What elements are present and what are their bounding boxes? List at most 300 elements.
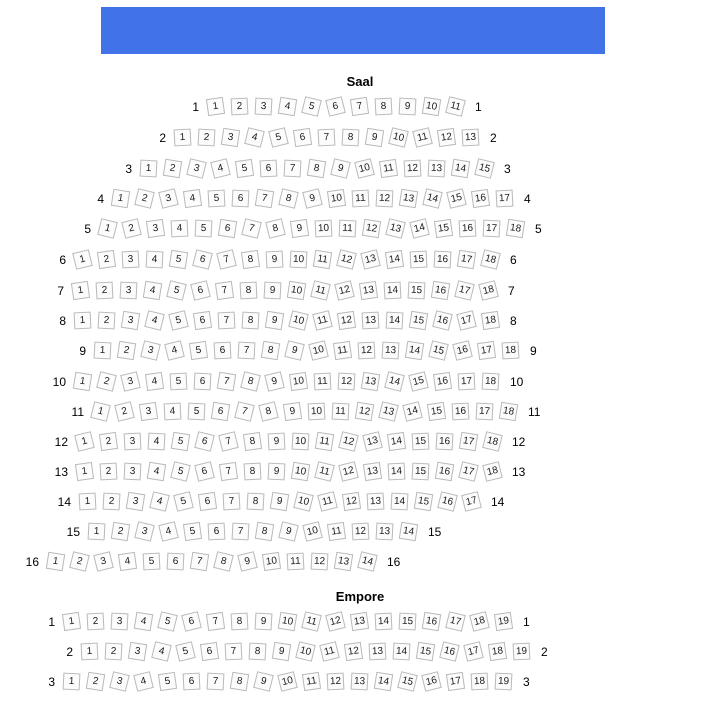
seat[interactable]: [408, 310, 430, 332]
seat[interactable]: [168, 371, 190, 393]
seat[interactable]: [398, 521, 420, 543]
seat[interactable]: [295, 641, 317, 663]
seat[interactable]: [217, 218, 239, 240]
seat[interactable]: [474, 401, 496, 423]
seat[interactable]: [494, 188, 516, 210]
seat[interactable]: [162, 401, 184, 423]
seat[interactable]: [86, 521, 108, 543]
seat[interactable]: [422, 188, 444, 210]
seat[interactable]: [421, 671, 443, 693]
seat[interactable]: [397, 611, 419, 633]
seat[interactable]: [456, 249, 478, 271]
seat[interactable]: [408, 249, 430, 271]
seat[interactable]: [170, 461, 192, 483]
seat[interactable]: [96, 310, 118, 332]
seat[interactable]: [476, 340, 498, 362]
seat[interactable]: [284, 340, 306, 362]
seat[interactable]: [230, 188, 252, 210]
seat[interactable]: [433, 218, 455, 240]
seat[interactable]: [500, 340, 522, 362]
seat[interactable]: [456, 310, 478, 332]
seat[interactable]: [221, 491, 243, 513]
seat[interactable]: [109, 671, 131, 693]
seat[interactable]: [474, 158, 496, 180]
seat[interactable]: [264, 371, 286, 393]
seat[interactable]: [436, 127, 458, 149]
seat[interactable]: [216, 310, 238, 332]
seat[interactable]: [242, 461, 264, 483]
seat[interactable]: [430, 280, 452, 302]
seat[interactable]: [72, 371, 94, 393]
seat[interactable]: [382, 280, 404, 302]
seat[interactable]: [469, 671, 491, 693]
seat[interactable]: [194, 431, 216, 453]
seat[interactable]: [288, 371, 310, 393]
seat[interactable]: [308, 340, 330, 362]
seat[interactable]: [90, 401, 112, 423]
seat[interactable]: [482, 461, 504, 483]
seat[interactable]: [277, 611, 299, 633]
seat[interactable]: [316, 127, 338, 149]
seat[interactable]: [301, 96, 323, 118]
seat[interactable]: [402, 401, 424, 423]
seat[interactable]: [98, 461, 120, 483]
seat[interactable]: [332, 340, 354, 362]
seat[interactable]: [478, 280, 500, 302]
seat[interactable]: [493, 671, 515, 693]
seat[interactable]: [413, 491, 435, 513]
seat[interactable]: [364, 127, 386, 149]
seat[interactable]: [330, 401, 352, 423]
seat[interactable]: [319, 641, 341, 663]
seat[interactable]: [134, 521, 156, 543]
seat[interactable]: [210, 401, 232, 423]
seat[interactable]: [149, 491, 171, 513]
seat[interactable]: [454, 280, 476, 302]
seat[interactable]: [206, 521, 228, 543]
seat[interactable]: [373, 671, 395, 693]
seat[interactable]: [301, 611, 323, 633]
seat[interactable]: [96, 371, 118, 393]
seat[interactable]: [114, 401, 136, 423]
seat[interactable]: [421, 96, 443, 118]
seat[interactable]: [378, 158, 400, 180]
seat[interactable]: [312, 249, 334, 271]
seat[interactable]: [384, 310, 406, 332]
seat[interactable]: [278, 188, 300, 210]
seat[interactable]: [116, 340, 138, 362]
seat[interactable]: [168, 249, 190, 271]
seat[interactable]: [170, 431, 192, 453]
seat[interactable]: [254, 521, 276, 543]
seat[interactable]: [313, 218, 335, 240]
seat[interactable]: [511, 641, 533, 663]
seat[interactable]: [338, 431, 360, 453]
seat[interactable]: [450, 158, 472, 180]
seat[interactable]: [457, 218, 479, 240]
seat[interactable]: [410, 461, 432, 483]
seat[interactable]: [186, 401, 208, 423]
seat[interactable]: [74, 431, 96, 453]
seat[interactable]: [326, 521, 348, 543]
seat[interactable]: [373, 611, 395, 633]
seat[interactable]: [110, 188, 132, 210]
seat[interactable]: [118, 280, 140, 302]
seat[interactable]: [229, 96, 251, 118]
seat[interactable]: [282, 158, 304, 180]
seat[interactable]: [192, 310, 214, 332]
seat[interactable]: [434, 431, 456, 453]
seat[interactable]: [340, 127, 362, 149]
seat[interactable]: [362, 461, 384, 483]
seat[interactable]: [380, 340, 402, 362]
seat[interactable]: [101, 491, 123, 513]
seat[interactable]: [265, 218, 287, 240]
seat[interactable]: [421, 611, 443, 633]
seat[interactable]: [428, 340, 450, 362]
seat[interactable]: [142, 280, 164, 302]
seat[interactable]: [205, 671, 227, 693]
seat[interactable]: [93, 551, 115, 573]
seat[interactable]: [385, 218, 407, 240]
seat[interactable]: [168, 310, 190, 332]
seat[interactable]: [238, 280, 260, 302]
seat[interactable]: [310, 280, 332, 302]
seat[interactable]: [456, 371, 478, 393]
seat[interactable]: [505, 218, 527, 240]
seat[interactable]: [92, 340, 114, 362]
seat[interactable]: [45, 551, 67, 573]
seat[interactable]: [162, 158, 184, 180]
seat[interactable]: [404, 340, 426, 362]
seat[interactable]: [384, 249, 406, 271]
seat[interactable]: [410, 431, 432, 453]
seat[interactable]: [134, 188, 156, 210]
seat[interactable]: [461, 491, 483, 513]
seat[interactable]: [218, 461, 240, 483]
seat[interactable]: [230, 521, 252, 543]
seat[interactable]: [367, 641, 389, 663]
seat[interactable]: [480, 249, 502, 271]
seat[interactable]: [277, 671, 299, 693]
seat[interactable]: [290, 431, 312, 453]
seat[interactable]: [397, 96, 419, 118]
seat[interactable]: [72, 310, 94, 332]
seat[interactable]: [356, 340, 378, 362]
seat[interactable]: [330, 158, 352, 180]
seat[interactable]: [333, 551, 355, 573]
seat[interactable]: [144, 371, 166, 393]
seat[interactable]: [212, 340, 234, 362]
seat[interactable]: [389, 491, 411, 513]
seat[interactable]: [194, 461, 216, 483]
seat[interactable]: [480, 310, 502, 332]
seat[interactable]: [262, 280, 284, 302]
seat[interactable]: [336, 249, 358, 271]
seat[interactable]: [120, 371, 142, 393]
seat[interactable]: [138, 158, 160, 180]
seat[interactable]: [165, 551, 187, 573]
seat[interactable]: [286, 280, 308, 302]
seat[interactable]: [357, 551, 379, 573]
seat[interactable]: [237, 551, 259, 573]
seat[interactable]: [349, 671, 371, 693]
seat[interactable]: [338, 461, 360, 483]
seat[interactable]: [158, 188, 180, 210]
seat[interactable]: [480, 371, 502, 393]
seat[interactable]: [158, 521, 180, 543]
seat[interactable]: [306, 401, 328, 423]
seat[interactable]: [412, 127, 434, 149]
seat[interactable]: [258, 158, 280, 180]
seat[interactable]: [120, 249, 142, 271]
seat[interactable]: [341, 491, 363, 513]
seat[interactable]: [254, 188, 276, 210]
seat[interactable]: [213, 551, 235, 573]
seat[interactable]: [292, 127, 314, 149]
seat[interactable]: [397, 671, 419, 693]
seat[interactable]: [197, 491, 219, 513]
seat[interactable]: [336, 310, 358, 332]
seat[interactable]: [350, 521, 372, 543]
seat[interactable]: [133, 611, 155, 633]
seat[interactable]: [301, 671, 323, 693]
seat[interactable]: [103, 641, 125, 663]
seat[interactable]: [85, 671, 107, 693]
seat[interactable]: [138, 401, 160, 423]
seat[interactable]: [325, 611, 347, 633]
seat[interactable]: [386, 461, 408, 483]
seat[interactable]: [302, 521, 324, 543]
seat[interactable]: [229, 611, 251, 633]
seat[interactable]: [408, 371, 430, 393]
seat[interactable]: [199, 641, 221, 663]
seat[interactable]: [336, 371, 358, 393]
seat[interactable]: [460, 127, 482, 149]
seat[interactable]: [314, 461, 336, 483]
seat[interactable]: [326, 188, 348, 210]
seat[interactable]: [85, 611, 107, 633]
seat[interactable]: [362, 431, 384, 453]
seat[interactable]: [358, 280, 380, 302]
seat[interactable]: [426, 401, 448, 423]
seat[interactable]: [445, 611, 467, 633]
seat[interactable]: [264, 249, 286, 271]
seat[interactable]: [306, 158, 328, 180]
seat[interactable]: [157, 671, 179, 693]
seat[interactable]: [415, 641, 437, 663]
seat[interactable]: [325, 96, 347, 118]
seat[interactable]: [446, 188, 468, 210]
seat[interactable]: [349, 96, 371, 118]
seat[interactable]: [144, 310, 166, 332]
seat[interactable]: [109, 611, 131, 633]
seat[interactable]: [482, 431, 504, 453]
seat[interactable]: [157, 611, 179, 633]
seat[interactable]: [450, 401, 472, 423]
seat[interactable]: [312, 310, 334, 332]
seat[interactable]: [223, 641, 245, 663]
seat[interactable]: [247, 641, 269, 663]
seat[interactable]: [166, 280, 188, 302]
seat[interactable]: [121, 218, 143, 240]
seat[interactable]: [432, 371, 454, 393]
seat[interactable]: [264, 310, 286, 332]
seat[interactable]: [317, 491, 339, 513]
seat[interactable]: [144, 249, 166, 271]
seat[interactable]: [432, 310, 454, 332]
seat[interactable]: [445, 671, 467, 693]
seat[interactable]: [117, 551, 139, 573]
seat[interactable]: [70, 280, 92, 302]
seat[interactable]: [110, 521, 132, 543]
seat[interactable]: [234, 158, 256, 180]
seat[interactable]: [278, 521, 300, 543]
seat[interactable]: [206, 188, 228, 210]
seat[interactable]: [302, 188, 324, 210]
seat[interactable]: [69, 551, 91, 573]
seat[interactable]: [398, 188, 420, 210]
seat[interactable]: [282, 401, 304, 423]
seat[interactable]: [258, 401, 280, 423]
seat[interactable]: [289, 218, 311, 240]
seat[interactable]: [190, 280, 212, 302]
seat[interactable]: [186, 158, 208, 180]
seat[interactable]: [240, 310, 262, 332]
seat[interactable]: [169, 218, 191, 240]
seat[interactable]: [386, 431, 408, 453]
seat[interactable]: [151, 641, 173, 663]
seat[interactable]: [182, 188, 204, 210]
seat[interactable]: [314, 431, 336, 453]
seat[interactable]: [354, 401, 376, 423]
seat[interactable]: [266, 461, 288, 483]
seat[interactable]: [181, 671, 203, 693]
seat[interactable]: [196, 127, 218, 149]
seat[interactable]: [122, 431, 144, 453]
seat[interactable]: [164, 340, 186, 362]
seat[interactable]: [133, 671, 155, 693]
seat[interactable]: [253, 611, 275, 633]
seat[interactable]: [271, 641, 293, 663]
seat[interactable]: [173, 491, 195, 513]
seat[interactable]: [96, 249, 118, 271]
seat[interactable]: [409, 218, 431, 240]
seat[interactable]: [253, 671, 275, 693]
seat[interactable]: [437, 491, 459, 513]
seat[interactable]: [242, 431, 264, 453]
seat[interactable]: [391, 641, 413, 663]
seat[interactable]: [469, 611, 491, 633]
seat[interactable]: [61, 611, 83, 633]
seat[interactable]: [288, 249, 310, 271]
seat[interactable]: [350, 188, 372, 210]
seat[interactable]: [288, 310, 310, 332]
seat[interactable]: [244, 127, 266, 149]
seat[interactable]: [388, 127, 410, 149]
seat[interactable]: [94, 280, 116, 302]
seat[interactable]: [125, 491, 147, 513]
seat[interactable]: [141, 551, 163, 573]
seat[interactable]: [360, 249, 382, 271]
seat[interactable]: [445, 96, 467, 118]
seat[interactable]: [312, 371, 334, 393]
seat[interactable]: [216, 371, 238, 393]
seat[interactable]: [214, 280, 236, 302]
seat[interactable]: [349, 611, 371, 633]
seat[interactable]: [458, 431, 480, 453]
seat[interactable]: [277, 96, 299, 118]
seat[interactable]: [360, 371, 382, 393]
seat[interactable]: [406, 280, 428, 302]
seat[interactable]: [384, 371, 406, 393]
seat[interactable]: [218, 431, 240, 453]
seat[interactable]: [309, 551, 331, 573]
seat[interactable]: [498, 401, 520, 423]
seat[interactable]: [268, 127, 290, 149]
seat[interactable]: [181, 611, 203, 633]
seat[interactable]: [175, 641, 197, 663]
seat[interactable]: [426, 158, 448, 180]
seat[interactable]: [337, 218, 359, 240]
seat[interactable]: [374, 521, 396, 543]
seat[interactable]: [402, 158, 424, 180]
seat[interactable]: [97, 218, 119, 240]
seat[interactable]: [98, 431, 120, 453]
seat[interactable]: [458, 461, 480, 483]
seat[interactable]: [145, 218, 167, 240]
seat[interactable]: [260, 340, 282, 362]
seat[interactable]: [234, 401, 256, 423]
seat[interactable]: [365, 491, 387, 513]
seat[interactable]: [432, 249, 454, 271]
seat[interactable]: [293, 491, 315, 513]
seat[interactable]: [269, 491, 291, 513]
seat[interactable]: [285, 551, 307, 573]
seat[interactable]: [240, 249, 262, 271]
seat[interactable]: [374, 188, 396, 210]
seat[interactable]: [210, 158, 232, 180]
seat[interactable]: [146, 431, 168, 453]
seat[interactable]: [216, 249, 238, 271]
seat[interactable]: [61, 671, 83, 693]
seat[interactable]: [470, 188, 492, 210]
seat[interactable]: [334, 280, 356, 302]
seat[interactable]: [236, 340, 258, 362]
seat[interactable]: [325, 671, 347, 693]
seat[interactable]: [439, 641, 461, 663]
seat[interactable]: [74, 461, 96, 483]
seat[interactable]: [120, 310, 142, 332]
seat[interactable]: [205, 96, 227, 118]
seat[interactable]: [188, 340, 210, 362]
seat[interactable]: [361, 218, 383, 240]
seat[interactable]: [493, 611, 515, 633]
seat[interactable]: [72, 249, 94, 271]
seat[interactable]: [240, 371, 262, 393]
seat[interactable]: [245, 491, 267, 513]
seat[interactable]: [266, 431, 288, 453]
seat[interactable]: [487, 641, 509, 663]
seat[interactable]: [373, 96, 395, 118]
seat[interactable]: [481, 218, 503, 240]
seat[interactable]: [127, 641, 149, 663]
seat[interactable]: [261, 551, 283, 573]
seat[interactable]: [354, 158, 376, 180]
seat[interactable]: [290, 461, 312, 483]
seat[interactable]: [77, 491, 99, 513]
seat[interactable]: [378, 401, 400, 423]
